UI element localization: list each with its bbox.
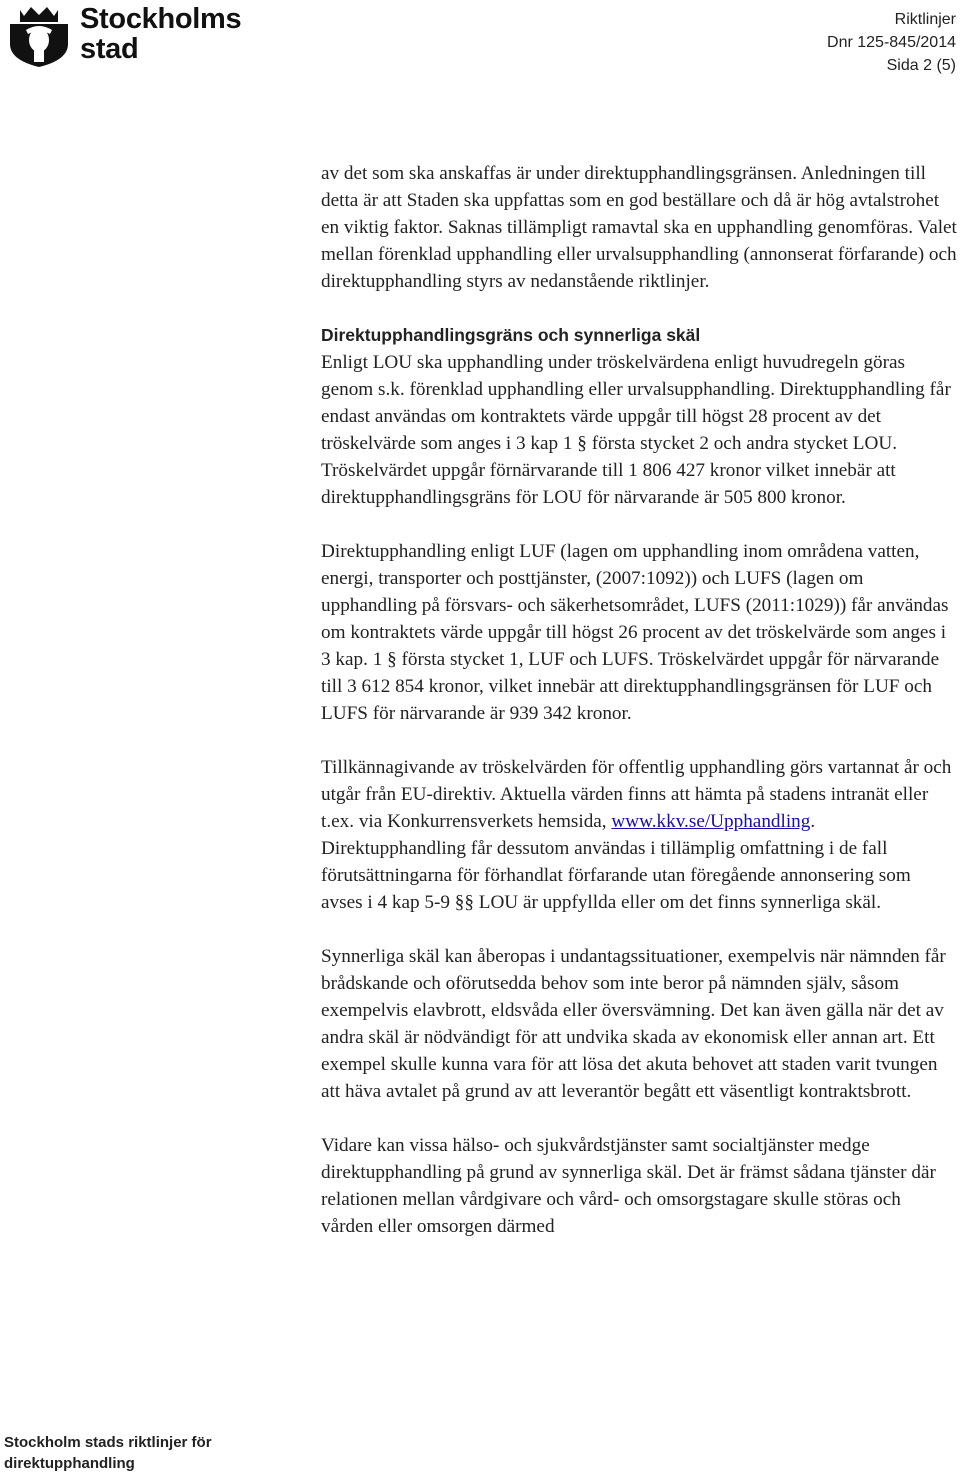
- paragraph-luf-lufs: Direktupphandling enligt LUF (lagen om upphandling inom områdena vatten, energi, transporter och posttjänster, (2007:1092)) och LUFS (lagen om upphandling på försvars- och säkerhetsområdet, LUFS (2011:1029)) får användas om kontraktets värde uppgår till högst 26 procent av det tröskelvärde som anges i 3 kap. 1 § första stycket 1, LUF och LUFS. Tröskelvärdet uppgår för närvarande till 3 612 854 kronor, vilket innebär att direktupphandlingsgränsen för LUF och LUFS för närvarande är 939 342 kronor.: [321, 541, 949, 724]
- city-crest-icon: [4, 2, 74, 68]
- document-body: [321, 160, 957, 1240]
- section-heading: Direktupphandlingsgräns och synnerliga skäl: [321, 325, 701, 345]
- notice-text: Tillkännagivande av tröskelvärden för offentlig upphandling görs vartannat år och utgår från EU-direktiv. Aktuella värden finns att hämta på stadens intranät eller t.ex. via Konkurrensverkets hemsida,: [321, 757, 952, 832]
- paragraph-additional-use: Direktupphandling får dessutom användas i tillämplig omfattning i de fall förutsättningarna för förhandlat förfarande utan föregående annonsering som avses i 4 kap 5-9 §§ LOU är uppfyllda eller om det finns synnerliga skäl.: [321, 838, 911, 913]
- logo-wordmark: [80, 4, 241, 64]
- paragraph-special-reasons: Synnerliga skäl kan åberopas i undantagssituationer, exempelvis när nämnden får brådskande och oförutsedda behov som inte beror på nämnden själv, såsom exempelvis elavbrott, eldsvåda eller översvämning. Det kan även gälla när det av andra skäl är nödvändigt för att undvika skada av ekonomisk eller annan art. Ett exempel skulle kunna vara för att lösa det akuta behovet att staden varit tvungen att häva avtalet på grund av att leverantör begått ett väsentligt kontraktsbrott.: [321, 946, 946, 1102]
- logo-line-2: stad: [80, 33, 139, 65]
- document-type: Riktlinjer: [894, 11, 956, 28]
- paragraph-lou: Enligt LOU ska upphandling under tröskelvärdena enligt huvudregeln göras genom s.k. förenklad upphandling eller urvalsupphandling. Direktupphandling får endast användas om kontraktets värde uppgår till högst 28 procent av det tröskelvärde som anges i 3 kap 1 § första stycket 2 och andra stycket LOU. Tröskelvärdet uppgår förnärvarande till 1 806 427 kronor vilket innebär att direktupphandlingsgräns för LOU för närvarande är 505 800 kronor.: [321, 352, 951, 508]
- notice-end: .: [810, 811, 816, 832]
- paragraph-threshold-notice: [321, 754, 957, 835]
- page-footer: Stockholm stads riktlinjer för direktupphandling: [4, 1434, 212, 1472]
- document-number: Dnr 125-845/2014: [827, 34, 956, 51]
- kkv-link[interactable]: www.kkv.se/Upphandling: [611, 811, 811, 832]
- logo-line-1: Stockholms: [80, 3, 242, 35]
- page-number: Sida 2 (5): [886, 57, 956, 74]
- document-header: [827, 8, 956, 77]
- stockholm-logo: [4, 2, 244, 66]
- paragraph-health-services: Vidare kan vissa hälso- och sjukvårdstjänster samt socialtjänster medge direktupphandling på grund av synnerliga skäl. Det är främst sådana tjänster där relationen mellan vårdgivare och vård- och omsorgstagare skulle störas och vården eller omsorgen därmed: [321, 1135, 936, 1237]
- paragraph-intro: av det som ska anskaffas är under direktupphandlingsgränsen. Anledningen till detta är att Staden ska uppfattas som en god beställare och då är hög avtalstrohet en viktig faktor. Saknas tillämpligt ramavtal ska en upphandling genomföras. Valet mellan förenklad upphandling eller urvalsupphandling (annonserat förfarande) och direktupphandling styrs av nedanstående riktlinjer.: [321, 163, 957, 292]
